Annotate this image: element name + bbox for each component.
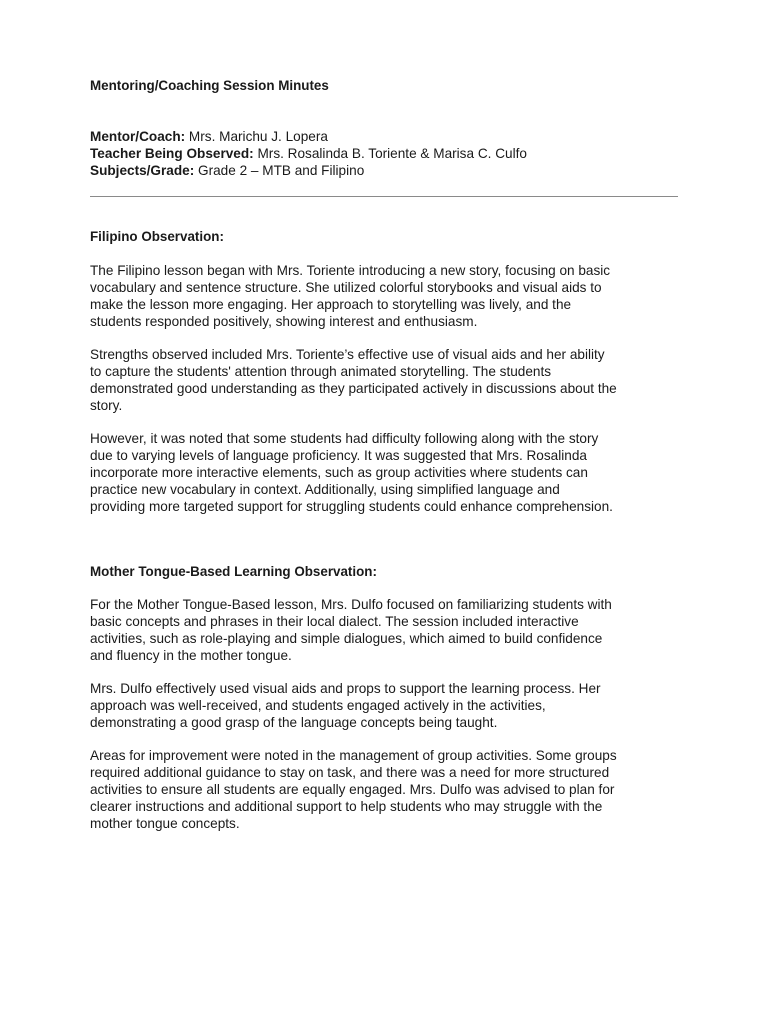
paragraph-line: approach was well-received, and students engaged actively in the activities, (90, 698, 546, 713)
teacher-observed-value: Mrs. Rosalinda B. Toriente & Marisa C. Culfo (253, 146, 527, 161)
paragraph (90, 747, 680, 832)
subjects-grade-label: Subjects/Grade: (90, 163, 195, 178)
paragraph (90, 262, 680, 330)
mentor-coach-row (90, 128, 680, 145)
session-details (90, 128, 680, 179)
paragraph-line: due to varying levels of language proficiency. It was suggested that Mrs. Rosalinda (90, 448, 587, 463)
paragraph (90, 596, 680, 664)
mentor-coach-label: Mentor/Coach: (90, 129, 186, 144)
section-heading-filipino: Filipino Observation: (90, 229, 224, 244)
paragraph-line: to capture the students' attention through animated storytelling. The students (90, 364, 552, 379)
paragraph-line: activities to ensure all students are equally engaged. Mrs. Dulfo was advised to plan for (90, 782, 615, 797)
paragraph-line: incorporate more interactive elements, such as group activities where students can (90, 465, 588, 480)
paragraph-line: mother tongue concepts. (90, 816, 240, 831)
subjects-grade-row (90, 162, 680, 179)
paragraph-line: providing more targeted support for struggling students could enhance comprehension. (90, 499, 613, 514)
paragraph-line: required additional guidance to stay on task, and there was a need for more structured (90, 765, 610, 780)
paragraph-line: Strengths observed included Mrs. Toriente’s effective use of visual aids and her ability (90, 347, 605, 362)
paragraph-line: vocabulary and sentence structure. She utilized colorful storybooks and visual aids to (90, 280, 602, 295)
paragraph-line: make the lesson more engaging. Her approach to storytelling was lively, and the (90, 297, 572, 312)
paragraph-line: However, it was noted that some students had difficulty following along with the story (90, 431, 599, 446)
paragraph (90, 430, 680, 515)
paragraph-line: basic concepts and phrases in their local dialect. The session included interactive (90, 614, 579, 629)
paragraph-line: demonstrating a good grasp of the language concepts being taught. (90, 715, 498, 730)
section-heading-mother-tongue: Mother Tongue-Based Learning Observation: (90, 564, 377, 579)
subjects-grade-value: Grade 2 – MTB and Filipino (194, 163, 365, 178)
teacher-observed-label: Teacher Being Observed: (90, 146, 254, 161)
paragraph-line: The Filipino lesson began with Mrs. Toriente introducing a new story, focusing on basic (90, 263, 611, 278)
mentor-coach-value: Mrs. Marichu J. Lopera (185, 129, 328, 144)
paragraph-line: and fluency in the mother tongue. (90, 648, 292, 663)
paragraph-line: activities, such as role-playing and simple dialogues, which aimed to build confidence (90, 631, 603, 646)
document-title: Mentoring/Coaching Session Minutes (90, 78, 329, 93)
paragraph-line: clearer instructions and additional support to help students who may struggle with the (90, 799, 603, 814)
paragraph-line: story. (90, 398, 123, 413)
teacher-observed-row (90, 145, 680, 162)
paragraph-line: students responded positively, showing interest and enthusiasm. (90, 314, 478, 329)
paragraph-line: For the Mother Tongue-Based lesson, Mrs. Dulfo focused on familiarizing students with (90, 597, 612, 612)
paragraph-line: Mrs. Dulfo effectively used visual aids and props to support the learning process. Her (90, 681, 601, 696)
horizontal-divider (90, 196, 678, 197)
paragraph (90, 680, 680, 731)
paragraph-line: demonstrated good understanding as they participated actively in discussions about the (90, 381, 617, 396)
paragraph-line: Areas for improvement were noted in the management of group activities. Some groups (90, 748, 617, 763)
paragraph-line: practice new vocabulary in context. Additionally, using simplified language and (90, 482, 560, 497)
paragraph (90, 346, 680, 414)
